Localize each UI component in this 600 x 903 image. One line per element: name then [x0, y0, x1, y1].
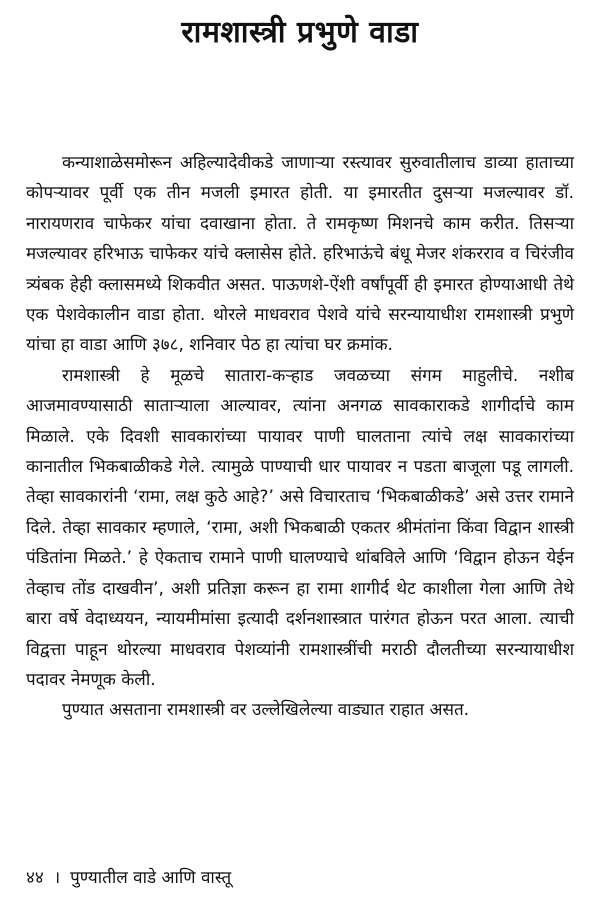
book-title: पुण्यातील वाडे आणि वास्तू [70, 868, 232, 888]
page-footer [26, 866, 231, 890]
body-text [26, 148, 574, 726]
page-number: ४४ [26, 868, 44, 888]
paragraph-3: पुण्यात असताना रामशास्त्री वर उल्लेखिलेल्या वाड्यात राहात असत. [62, 700, 470, 721]
footer-separator: । [53, 868, 61, 888]
paragraph-2: रामशास्त्री हे मूळचे सातारा-कऱ्हाड जवळच्या संगम माहुलीचे. नशीब आजमावण्यासाठी साताऱ्याला आल्यावर, त्यांना अनगळ सावकाराकडे शागीर्दाचे काम मिळाले. एके दिवशी सावकारांच्या पायावर पाणी घालताना त्यांचे लक्ष सावकारांच्या कानातील भिकबाळीकडे गेले. त्यामुळे पाण्याची धार पायावर न पडता बाजूला पडू लागली. तेव्हा सावकारांनी ‘रामा, लक्ष कुठे आहे?’ असे विचारताच ‘भिकबाळीकडे’ असे उत्तर रामाने दिले. तेव्हा सावकार म्हणाले, ‘रामा, अशी भिकबाळी एकतर श्रीमंतांना किंवा विद्वान शास्त्री पंडितांना मिळते.’ हे ऐकताच रामाने पाणी घालण्याचे थांबविले आणि ‘विद्वान होऊन येईन तेव्हाच तोंड दाखवीन’, अशी प्रतिज्ञा करून हा रामा शागीर्द थेट काशीला गेला आणि तेथे बारा वर्षे वेदाध्ययन, न्यायमीमांसा इत्यादी दर्शनशास्त्रात पारंगत होऊन परत आला. त्याची विद्वत्ता पाहून थोरल्या माधवराव पेशव्यांनी रामशास्त्रींची मराठी दौलतीच्या सरन्यायाधीश पदावर नेमणूक केली. [26, 365, 574, 690]
paragraph-1: कन्याशाळेसमोरून अहिल्यादेवीकडे जाणाऱ्या रस्त्यावर सुरुवातीलाच डाव्या हाताच्या कोपऱ्यावर पूर्वी एक तीन मजली इमारत होती. या इमारतीत दुसऱ्या मजल्यावर डॉ. नारायणराव चाफेकर यांचा दवाखाना होता. ते रामकृष्ण मिशनचे काम करीत. तिसऱ्या मजल्यावर हरिभाऊ चाफेकर यांचे क्लासेस होते. हरिभाऊंचे बंधू मेजर शंकरराव व चिरंजीव त्र्यंबक हेही क्लासमध्ये शिकवीत असत. पाऊणशे-ऐंशी वर्षांपूर्वी ही इमारत होण्याआधी तेथे एक पेशवेकालीन वाडा होता. थोरले माधवराव पेशवे यांचे सरन्यायाधीश रामशास्त्री प्रभुणे यांचा हा वाडा आणि ३७८, शनिवार पेठ हा त्यांचा घर क्रमांक. [26, 153, 574, 356]
page-title: रामशास्त्री प्रभुणे वाडा [181, 15, 419, 50]
